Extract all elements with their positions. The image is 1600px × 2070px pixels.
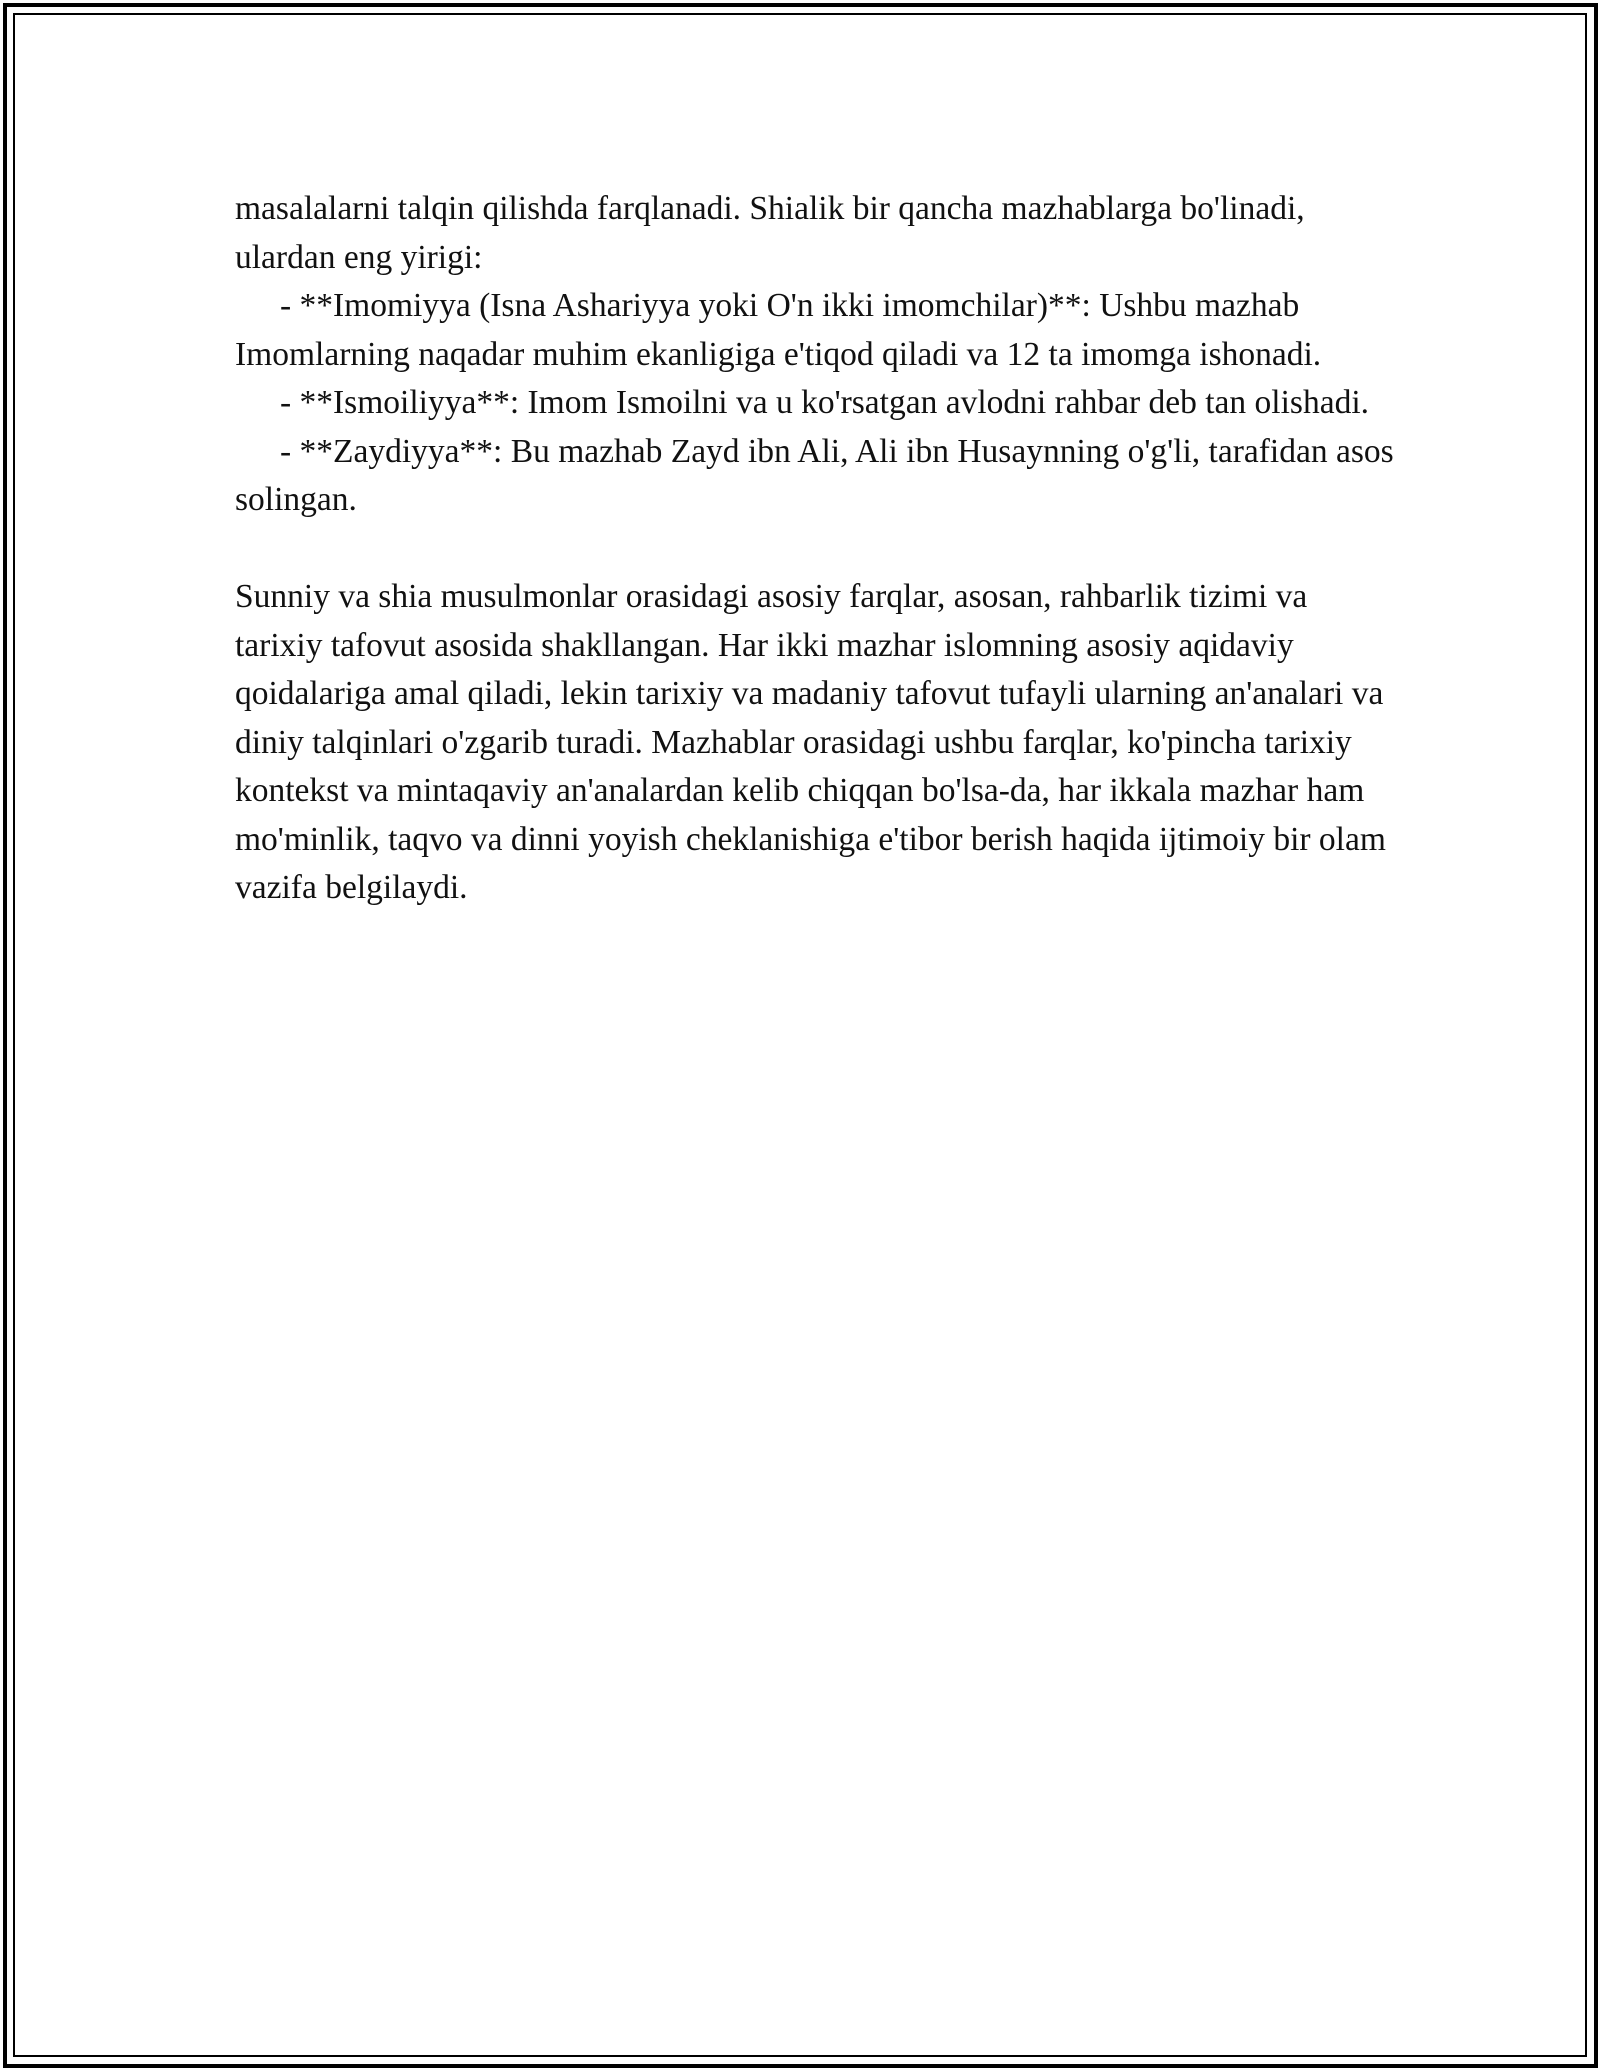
list-item-ismoiliyya: - **Ismoiliyya**: Imom Ismoilni va u ko'rsatgan avlodni rahbar deb tan olishadi. (280, 384, 1369, 421)
list-item-zaydiyya: - **Zaydiyya**: Bu mazhab Zayd ibn Ali, Ali ibn Husaynning o'g'li, tarafidan asos solingan. (235, 432, 1394, 518)
intro-paragraph: masalalarni talqin qilishda farqlanadi. Shialik bir qancha mazhablarga bo'linadi, ulardan eng yirigi: (235, 190, 1305, 276)
list-item-imomiyya: - **Imomiyya (Isna Ashariyya yoki O'n ikki imomchilar)**: Ushbu mazhab Imomlarning naqadar muhim ekanligiga e'tiqod qiladi va 12 ta imomga ishonadi. (235, 287, 1322, 373)
conclusion-paragraph: Sunniy va shia musulmonlar orasidagi asosiy farqlar, asosan, rahbarlik tizimi va tarixiy tafovut asosida shakllangan. Har ikki mazhar islomning asosiy aqidaviy qoidalariga amal qiladi, lekin tarixiy va madaniy tafovut tufayli ularning an'analari va diniy talqinlari o'zgarib turadi. Mazhablar orasidagi ushbu farqlar, ko'pincha tarixiy kontekst va mintaqaviy an'analardan kelib chiqqan bo'lsa-da, har ikkala mazhar ham mo'minlik, taqvo va dinni yoyish cheklanishiga e'tibor berish haqida ijtimoiy bir olam vazifa belgilaydi. (235, 578, 1386, 906)
paragraph-spacer (235, 525, 1395, 574)
document-body (235, 185, 1395, 913)
